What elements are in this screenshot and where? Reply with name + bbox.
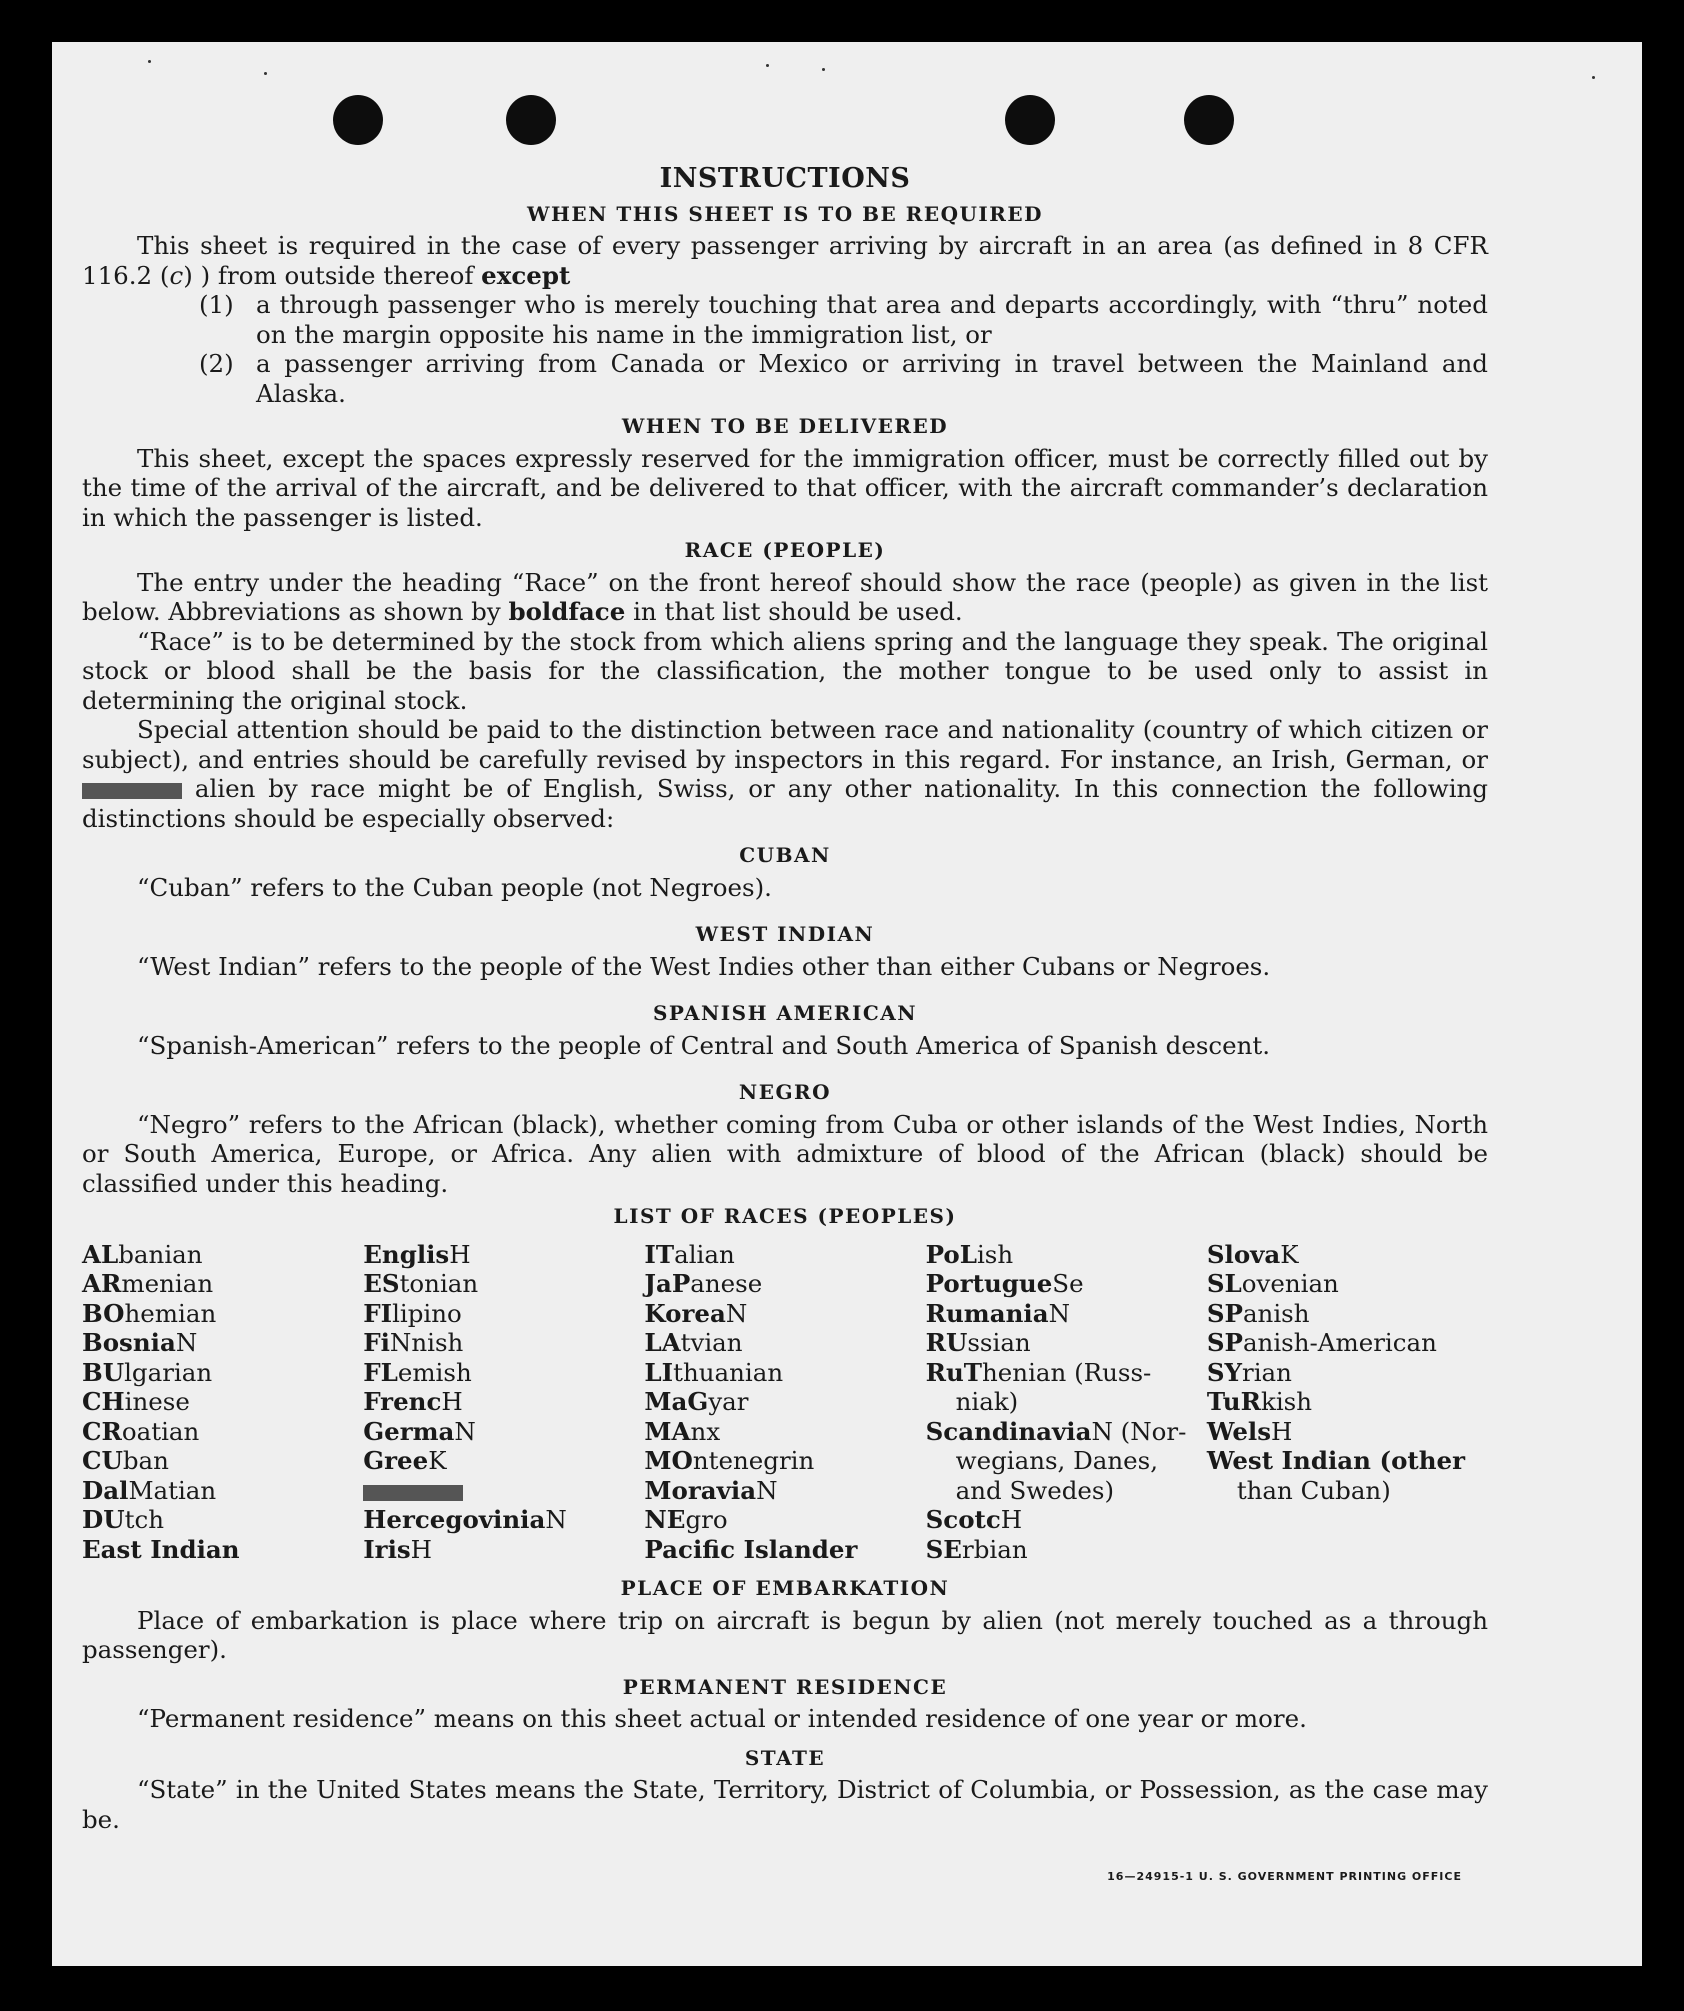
race-column [644,1240,925,1565]
punch-hole [333,95,383,145]
punch-hole [1184,95,1234,145]
race-entry: ScandinaviaN (Nor- [925,1416,1187,1446]
race-entry: LIthuanian [644,1357,784,1387]
race-entry: PoLish [925,1239,1014,1269]
paragraph: The entry under the heading “Race” on the front hereof should show the race (people) as given in the list below. Abbreviations as shown by boldface in that list should be used. [82,567,1488,626]
race-list [82,1240,1488,1565]
speck [766,64,769,67]
section-heading: WHEN TO BE DELIVERED [621,414,949,438]
paragraph: “Race” is to be determined by the stock from which aliens spring and the language they speak. The original stock or blood shall be the basis for the classification, the mother tongue to be used only to assist in determining the original stock. [82,626,1488,715]
speck [1592,76,1595,79]
race-entry: DUtch [82,1505,164,1534]
race-entry: RUssian [925,1328,1031,1357]
race-entry: MoraviaN [644,1475,778,1505]
section-heading: PLACE OF EMBARKATION [620,1576,950,1600]
printer-imprint: 16—24915-1 U. S. GOVERNMENT PRINTING OFFICE [1107,1870,1462,1883]
race-column [82,1240,363,1565]
race-entry: EStonian [363,1269,479,1298]
race-entry: ARmenian [82,1269,214,1298]
race-entry: ALbanian [82,1239,203,1269]
paragraph: This sheet, except the spaces expressly reserved for the immigration officer, must be correctly filled out by the time of the arrival of the aircraft, and be delivered to that officer, with the aircraft commander’s declaration in which the passenger is listed. [82,443,1488,532]
race-entry: MaGyar [644,1387,749,1416]
paragraph: This sheet is required in the case of every passenger arriving by aircraft in an area (as defined in 8 CFR 116.2 (c) ) from outside thereof except [82,231,1488,290]
race-entry: MAnx [644,1416,721,1446]
redaction-mark [82,783,182,799]
paragraph: “Permanent residence” means on this sheet actual or intended residence of one year or more. [137,1704,1307,1733]
race-entry: KoreaN [644,1298,748,1328]
race-entry: FiNnish [363,1328,464,1357]
race-entry: LAtvian [644,1328,743,1357]
race-entry: CHinese [82,1387,190,1416]
speck [264,72,267,75]
race-column [926,1240,1207,1565]
section-heading: LIST OF RACES (PEOPLES) [613,1204,957,1228]
race-entry: wegians, Danes, [955,1446,1159,1475]
race-entry: CUban [82,1446,169,1475]
section-heading: CUBAN [739,843,831,867]
list-item: (1) a through passenger who is merely touching that area and departs accordingly, with “thru” noted on the margin opposite his name in the immigration list, or [199,290,1488,349]
race-entry: and Swedes) [955,1475,1115,1505]
paragraph: “Cuban” refers to the Cuban people (not Negroes). [137,872,772,902]
race-entry: JaPanese [644,1269,763,1298]
race-column [363,1240,644,1565]
race-entry: FrencH [363,1387,463,1416]
race-entry: FIlipino [363,1298,462,1328]
race-entry: BOhemian [82,1298,217,1328]
section-heading: NEGRO [738,1080,832,1104]
race-entry: NEgro [644,1505,728,1534]
race-entry: CRoatian [82,1416,200,1446]
race-entry: BosniaN [82,1328,198,1357]
section-heading: RACE (PEOPLE) [684,538,886,562]
race-entry: MOntenegrin [644,1446,815,1475]
race-entry: DalMatian [82,1475,217,1505]
redaction-mark [363,1485,463,1501]
race-entry: SYrian [1206,1357,1292,1387]
speck [822,68,825,71]
race-entry: BUlgarian [82,1357,213,1387]
race-entry: Pacific Islander [644,1534,858,1564]
race-entry: TuRkish [1206,1387,1313,1416]
race-entry: RumaniaN [925,1298,1071,1328]
paragraph: “State” in the United States means the State, Territory, District of Columbia, or Possession, as the case may be. [82,1775,1488,1834]
race-entry: IrisH [363,1534,433,1564]
race-entry [363,1476,644,1506]
race-entry: SPanish [1206,1298,1310,1328]
race-entry: SLovenian [1206,1269,1339,1298]
paragraph: Place of embarkation is place where trip on aircraft is begun by alien (not merely touched as a through passenger). [82,1605,1488,1664]
paragraph: “Spanish-American” refers to the people of Central and South America of Spanish descent. [137,1030,1271,1060]
race-entry: FLemish [363,1357,472,1387]
list-item: (2) a passenger arriving from Canada or Mexico or arriving in travel between the Mainland and Alaska. [199,349,1488,408]
race-entry: EnglisH [363,1239,471,1269]
race-entry: SPanish-American [1206,1328,1437,1357]
race-entry: WelsH [1206,1416,1293,1446]
race-entry: West Indian (other [1206,1446,1466,1475]
race-entry: than Cuban) [1236,1475,1391,1505]
punch-hole [506,95,556,145]
page-title: INSTRUCTIONS [659,163,911,194]
punch-hole [1005,95,1055,145]
race-entry: RuThenian (Russ- [925,1357,1152,1387]
race-entry: ITalian [644,1239,735,1269]
race-entry: East Indian [82,1534,240,1564]
section-heading: WHEN THIS SHEET IS TO BE REQUIRED [527,201,1043,226]
race-entry: SErbian [925,1534,1028,1564]
paragraph: “Negro” refers to the African (black), whether coming from Cuba or other islands of the West Indies, North or South America, Europe, or Africa. Any alien with admixture of blood of the African (black) should be classified under this heading. [82,1109,1488,1198]
section-heading: STATE [744,1745,826,1770]
paragraph: “West Indian” refers to the people of the West Indies other than either Cubans or Negroes. [137,951,1271,981]
race-entry: SlovaK [1206,1239,1299,1269]
race-entry: niak) [955,1387,1019,1416]
paragraph: Special attention should be paid to the distinction between race and nationality (country of which citizen or subject), and entries should be carefully revised by inspectors in this regard. For instance, an Irish, German, or alien by race might be of English, Swiss, or any other nationality. In this connection the following distinctions should be especially observed: [82,715,1488,833]
section-heading: PERMANENT RESIDENCE [622,1674,948,1699]
race-entry: HercegoviniaN [363,1505,567,1534]
race-entry: GreeK [363,1446,447,1475]
speck [148,60,151,63]
section-heading: WEST INDIAN [695,922,875,946]
instructions-body [82,164,1488,1834]
race-entry: GermaN [363,1416,476,1446]
section-heading: SPANISH AMERICAN [652,1001,918,1025]
document-page [52,42,1642,1966]
race-column [1207,1240,1488,1565]
race-entry: PortugueSe [925,1269,1084,1298]
race-entry: ScotcH [925,1505,1023,1534]
